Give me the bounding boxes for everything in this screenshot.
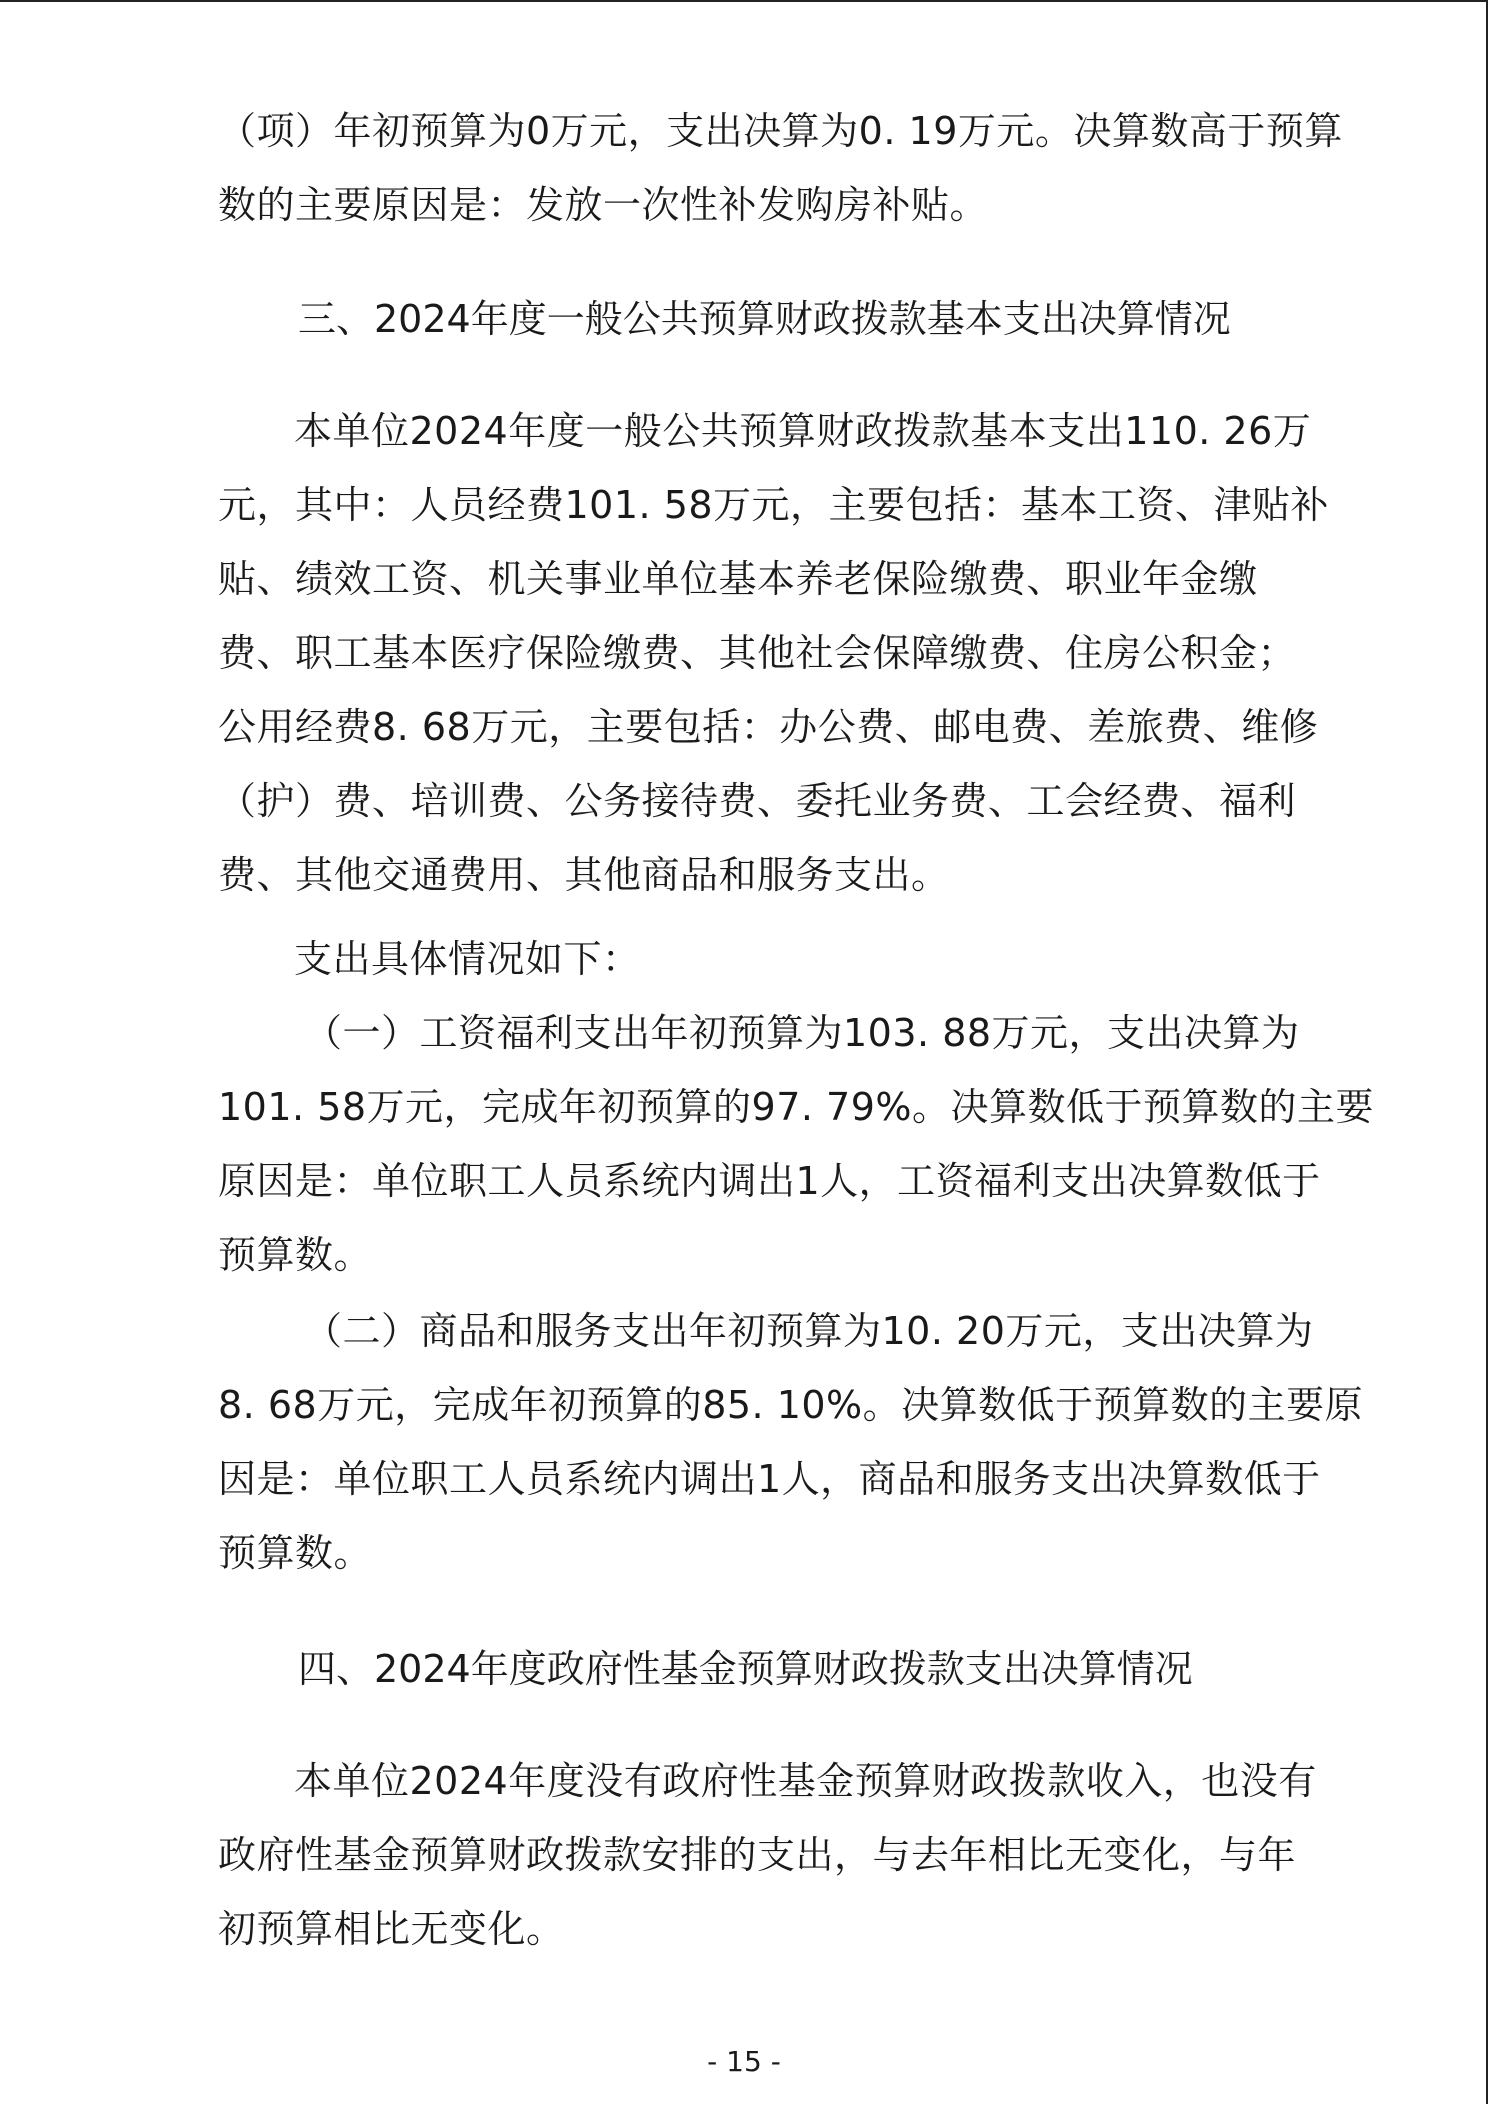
paragraph-line: 原因是：单位职工人员系统内调出1人，工资福利支出决算数低于: [218, 1159, 1321, 1203]
section-3-heading: 三、2024年度一般公共预算财政拨款基本支出决算情况: [298, 297, 1231, 341]
item-2-paragraph: [218, 1294, 1364, 1590]
paragraph-line: （一）工资福利支出年初预算为103. 88万元，支出决算为: [304, 1011, 1300, 1055]
detail-intro-paragraph: [218, 922, 1288, 996]
paragraph-line: 元，其中：人员经费101. 58万元，主要包括：基本工资、津贴补: [218, 483, 1330, 527]
paragraph-line: 预算数。: [218, 1233, 373, 1277]
continuation-paragraph: [218, 94, 1343, 242]
page-number: - 15 -: [707, 2045, 781, 2078]
paragraph-line: 政府性基金预算财政拨款安排的支出，与去年相比无变化，与年: [218, 1833, 1297, 1877]
paragraph-line: （护）费、培训费、公务接待费、委托业务费、工会经费、福利: [218, 779, 1297, 823]
paragraph-line: 贴、绩效工资、机关事业单位基本养老保险缴费、职业年金缴: [218, 557, 1258, 601]
paragraph-line: 本单位2024年度一般公共预算财政拨款基本支出110. 26万: [294, 409, 1312, 453]
item-1-paragraph: [218, 996, 1375, 1292]
paragraph-line: 公用经费8. 68万元，主要包括：办公费、邮电费、差旅费、维修: [218, 705, 1319, 749]
paragraph-line: （项）年初预算为0万元，支出决算为0. 19万元。决算数高于预算: [218, 109, 1343, 153]
paragraph-line: 支出具体情况如下：: [294, 937, 641, 981]
paragraph-line: 101. 58万元，完成年初预算的97. 79%。决算数低于预算数的主要: [218, 1085, 1375, 1129]
paragraph-line: 8. 68万元，完成年初预算的85. 10%。决算数低于预算数的主要原: [218, 1383, 1364, 1427]
paragraph-line: 费、职工基本医疗保险缴费、其他社会保障缴费、住房公积金；: [218, 631, 1297, 675]
paragraph-line: 本单位2024年度没有政府性基金预算财政拨款收入，也没有: [294, 1759, 1317, 1803]
paragraph-line: （二）商品和服务支出年初预算为10. 20万元，支出决算为: [304, 1309, 1314, 1353]
paragraph-line: 因是：单位职工人员系统内调出1人，商品和服务支出决算数低于: [218, 1457, 1321, 1501]
paragraph-line: 费、其他交通费用、其他商品和服务支出。: [218, 853, 950, 897]
paragraph-line: 初预算相比无变化。: [218, 1907, 565, 1951]
section-4-paragraph: [218, 1744, 1317, 1966]
paragraph-line: 数的主要原因是：发放一次性补发购房补贴。: [218, 183, 989, 227]
paragraph-line: 预算数。: [218, 1531, 373, 1575]
section-3-intro-paragraph: [218, 394, 1330, 912]
section-4-heading: 四、2024年度政府性基金预算财政拨款支出决算情况: [298, 1647, 1193, 1691]
